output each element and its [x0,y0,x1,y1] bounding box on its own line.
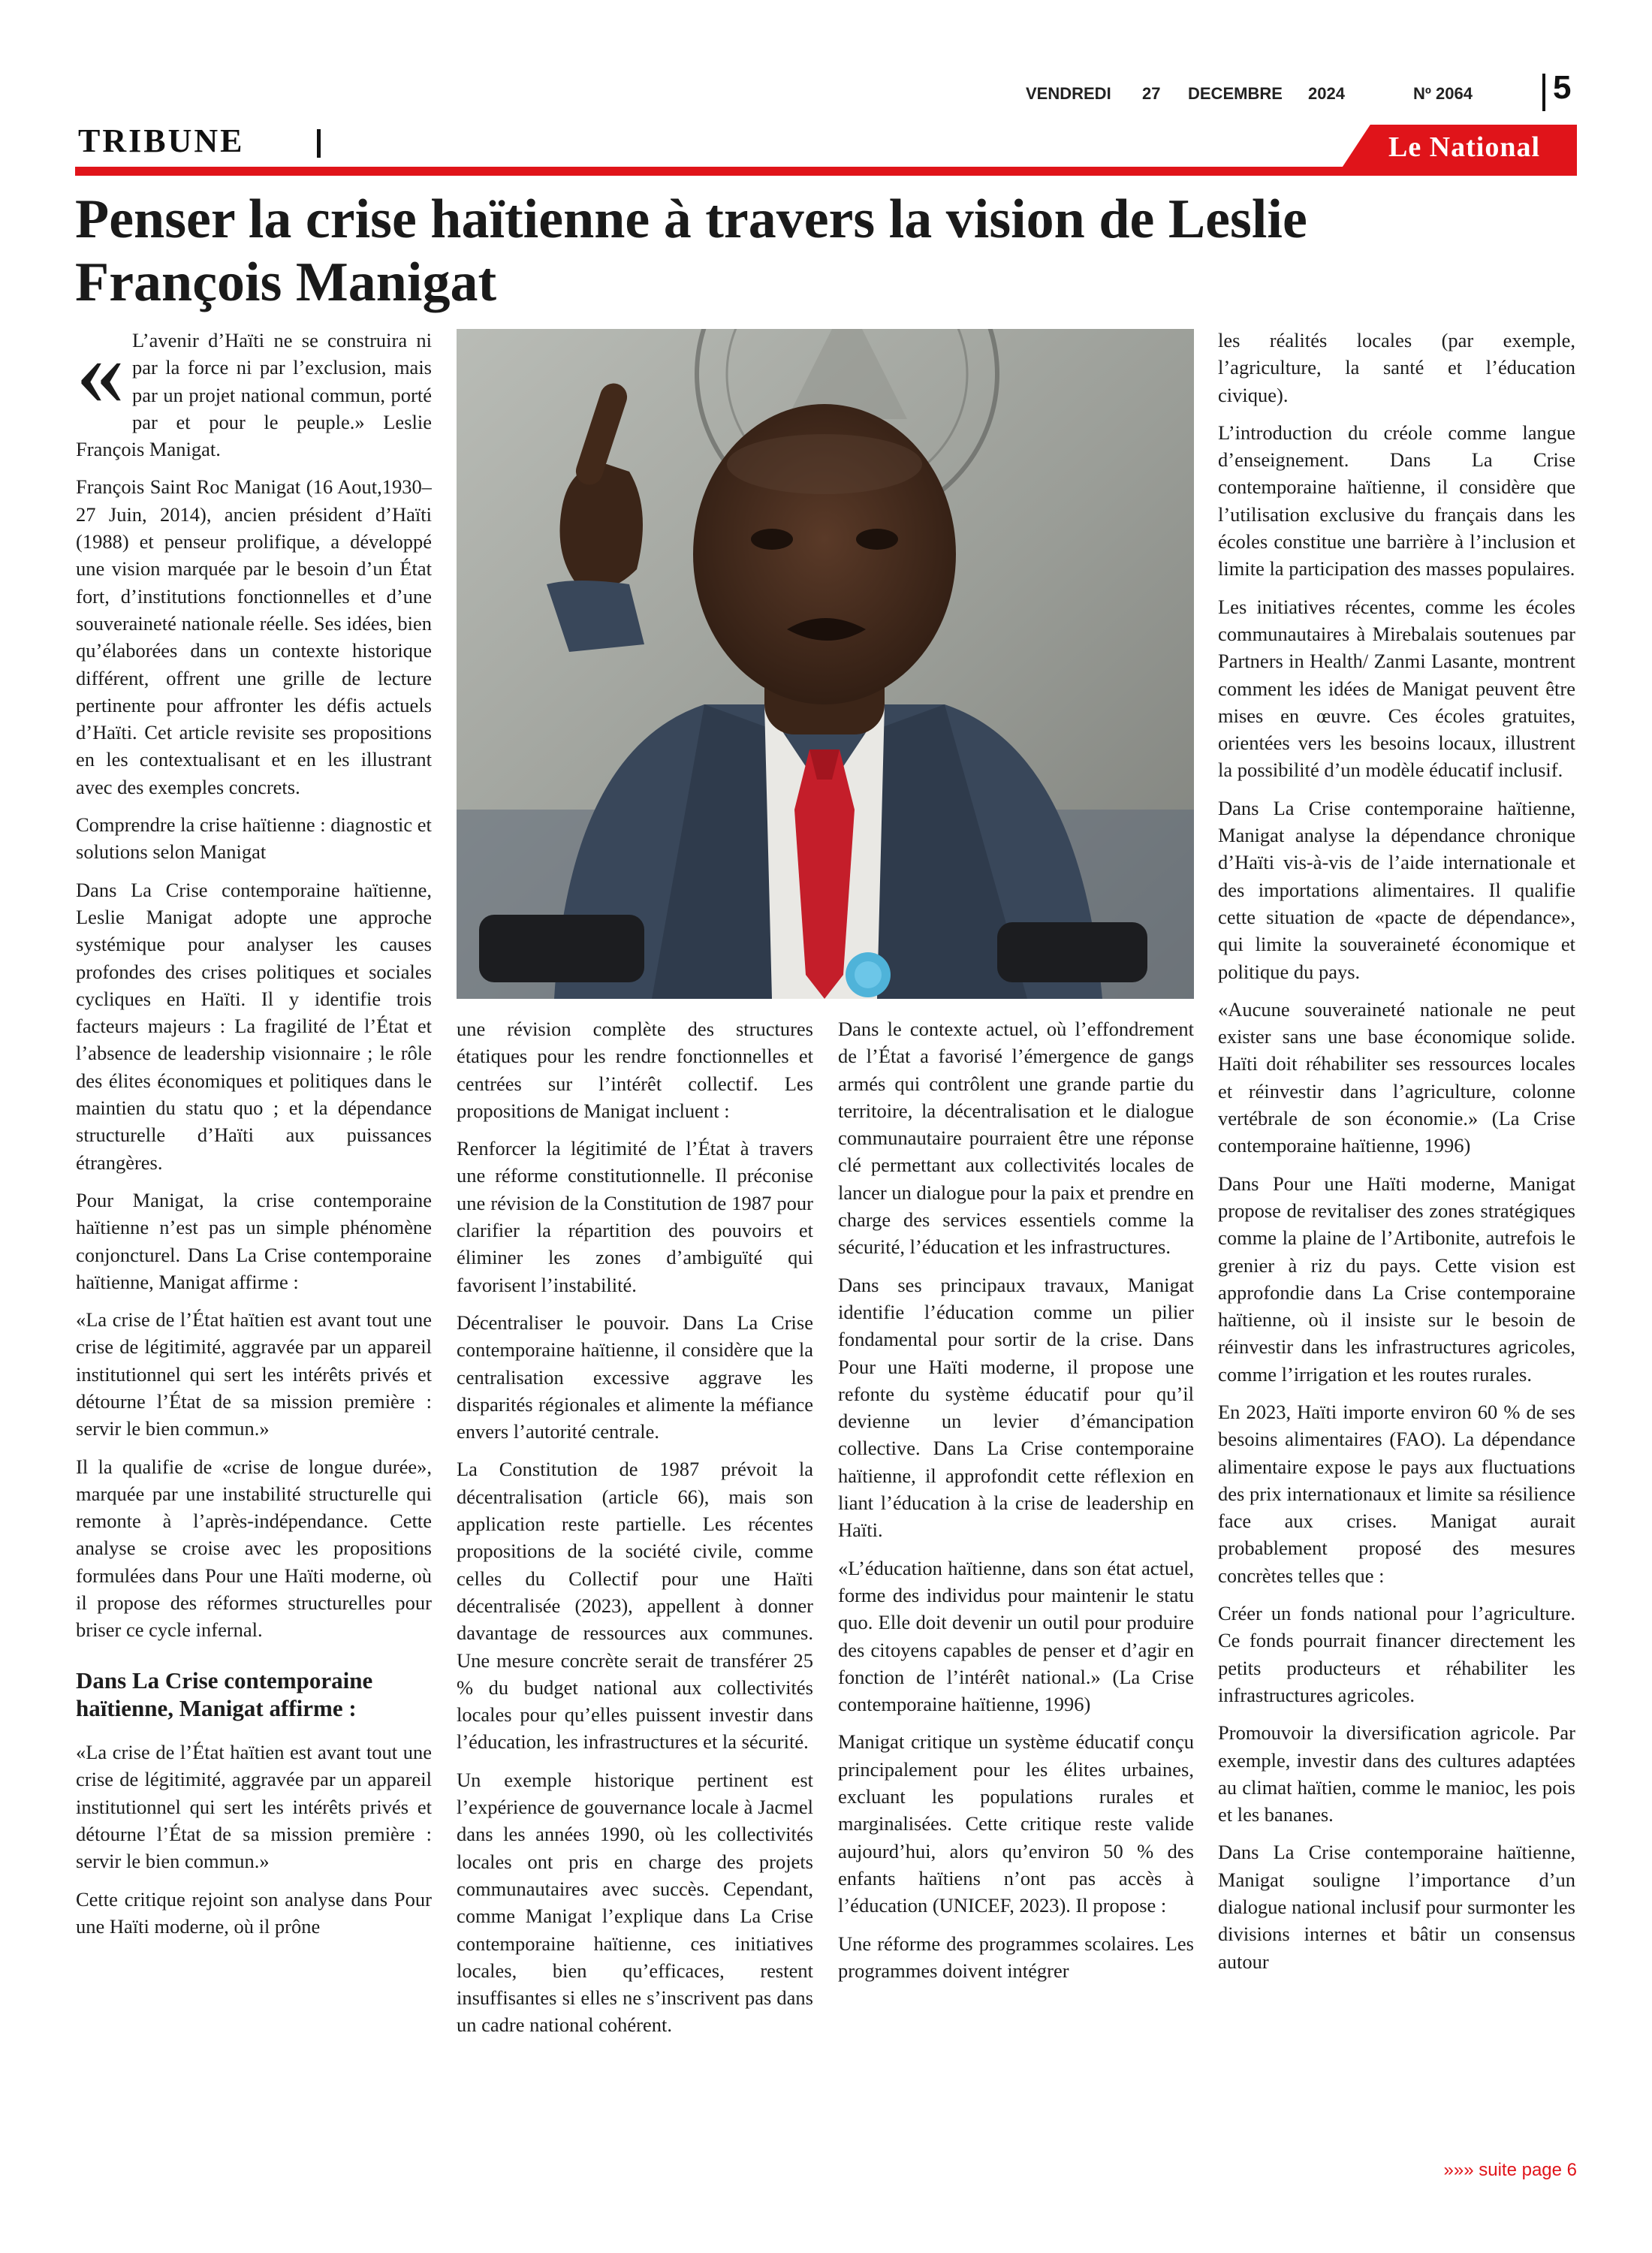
issue-year: 2024 [1308,84,1345,103]
publication-name: Le National [1388,131,1541,163]
paragraph: une révision complète des structures étatiques pour les rendre fonctionnelles et centrées sur l’intérêt collectif. Les propositions de Manigat incluent : [457,1018,813,1122]
paragraph: les réalités locales (par exemple, l’agriculture, la santé et l’éducation civique). [1218,329,1575,406]
quote-paragraph: «L’éducation haïtienne, dans son état actuel, forme des individus pour maintenir le statu quo. Elle doit devenir un outil pour produire des citoyens capables de penser et d’agir en fonction de l’intérêt national.» (La Crise contemporaine haïtienne, 1996) [838,1556,1194,1716]
paragraph: Dans La Crise contemporaine haïtienne, Manigat analyse la dépendance chronique d’Haïti vis-à-vis de l’aide internationale et des importations alimentaires. Il qualifie cette situation de «pacte de dépendance», qui limite la souveraineté économique et politique du pays. [1218,796,1575,983]
article-column-2 [457,1015,813,2127]
paragraph: Promouvoir la diversification agricole. Par exemple, investir dans des cultures adaptées au climat haïtien, comme le manioc, les pois et les bananes. [1218,1721,1575,1826]
quote-paragraph: «Aucune souveraineté nationale ne peut exister sans une base économique solide. Haïti doit réhabiliter ses ressources locales et réinvestir dans l’agriculture, colonne vertébrale de son économie.» (La Crise contemporaine haïtienne, 1996) [1218,997,1575,1157]
paragraph: Dans La Crise contemporaine haïtienne, Manigat souligne l’importance d’un dialogue national inclusif pour surmonter les divisions internes et bâtir un consensus autour [1218,1841,1575,1973]
paragraph: En 2023, Haïti importe environ 60 % de ses besoins alimentaires (FAO). La dépendance alimentaire expose le pays aux fluctuations des prix internationaux et limite sa résilience face aux crises. Manigat aurait probablement proposé des mesures concrètes telles que : [1218,1400,1575,1587]
article-column-4 [1218,327,1575,2144]
paragraph: L’introduction du créole comme langue d’enseignement. Dans La Crise contemporaine haïtienne, il considère que l’utilisation exclusive du français dans les écoles constitue une barrière à l’inclusion et limite la participation des masses populaires. [1218,421,1575,581]
drop-quote-mark: « [76,327,125,426]
page-number-divider [1542,74,1545,111]
article-column-3 [838,1015,1194,2157]
issue-month: DECEMBRE [1188,84,1283,103]
section-label: TRIBUNE [78,122,245,159]
epigraph-text: L’avenir d’Haïti ne se construira ni par la force ni par l’exclusion, mais par un projet national commun, porté par et pour le peuple.» Leslie François Manigat. [76,329,432,461]
paragraph: Dans La Crise contemporaine haïtienne, Leslie Manigat adopte une approche systémique pour analyser les causes profondes des crises politiques et sociales cycliques en Haïti. Il y identifie trois facteurs majeurs : La fragilité de l’État et l’absence de leadership visionnaire ; le rôle des élites économiques et politiques dans le maintien du statu quo ; et la dépendance structurelle d’Haïti aux puissances étrangères. [76,878,432,1174]
epigraph [76,327,432,463]
issue-number: Nº 2064 [1413,84,1473,103]
article-column-1 [76,327,432,2114]
paragraph: Pour Manigat, la crise contemporaine haïtienne n’est pas un simple phénomène conjoncturel. Dans La Crise contemporaine haïtienne, Manigat affirme : [76,1188,432,1293]
paragraph: Renforcer la légitimité de l’État à travers une réforme constitutionnelle. Il préconise une révision de la Constitution de 1987 pour clarifier la répartition des pouvoirs et éliminer les zones d’ambiguïté qui favorisent l’instabilité. [457,1137,813,1296]
paragraph: Cette critique rejoint son analyse dans Pour une Haïti moderne, où il prône [76,1887,432,1938]
paragraph: François Saint Roc Manigat (16 Aout,1930– 27 Juin, 2014), ancien président d’Haïti (1988) et penseur prolifique, a développé une vision marquée par le besoin d’un État fort, d’institutions fonctionnelles et d’une souveraineté nationale réelle. Ses idées, bien qu’élaborées dans un contexte historique différent, offrent une grille de lecture pertinente pour affronter les défis actuels d’Haïti. Cet article revisite ses propositions en les contextualisant et en les illustrant avec des exemples concrets. [76,475,432,798]
paragraph: Créer un fonds national pour l’agriculture. Ce fonds pourrait financer directement les petits producteurs et réhabiliter les infrastructures agricoles. [1218,1602,1575,1706]
issue-date-number: 27 [1142,84,1161,103]
paragraph: Comprendre la crise haïtienne : diagnostic et solutions selon Manigat [76,813,432,864]
paragraph: Dans ses principaux travaux, Manigat identifie l’éducation comme un pilier fondamental pour sortir de la crise. Dans Pour une Haïti moderne, il propose une refonte du système éducatif pour qu’il devienne un levier d’émancipation collective. Dans La Crise contemporaine haïtienne, il approfondit cette réflexion en liant l’éducation à la crise de leadership en Haïti. [838,1273,1194,1542]
continued-on-page-link[interactable]: »»» suite page 6 [1443,2160,1577,2180]
paragraph: Il la qualifie de «crise de longue durée», marquée par une instabilité structurelle qui remonte à l’après-indépendance. Cette analyse se croise avec les propositions formulées dans Pour une Haïti moderne, où il propose des réformes structurelles pour briser ce cycle infernal. [76,1455,432,1642]
quote-paragraph: «La crise de l’État haïtien est avant tout une crise de légitimité, aggravée par un appareil institutionnel qui sert les intérêts privés et détourne l’État de sa mission première : servir le bien commun.» [76,1741,432,1873]
paragraph: La Constitution de 1987 prévoit la décentralisation (article 66), mais son application reste partielle. Les récentes propositions de la société civile, comme celles du Collectif pour une Haïti décentralisée (2023), appellent à donner davantage de ressources aux communes. Une mesure concrète serait de transférer 25 % du budget national aux collectivités locales pour qu’elles puissent investir dans l’éducation, les infrastructures et la sécurité. [457,1458,813,1754]
headline-line-2: François Manigat [75,252,497,314]
article-photo [457,329,1194,999]
article-headline [75,188,1539,315]
headline-line-1: Penser la crise haïtienne à travers la vision de Leslie [75,189,1307,250]
quote-paragraph: «La crise de l’État haïtien est avant tout une crise de légitimité, aggravée par un appareil institutionnel qui sert les intérêts privés et détourne l’État de sa mission première : servir le bien commun.» [76,1308,432,1440]
issue-dateline [901,84,1502,114]
issue-day: VENDREDI [1026,84,1111,103]
paragraph: Dans Pour une Haïti moderne, Manigat propose de revitaliser des zones stratégiques comme la plaine de l’Artibonite, autrefois le grenier à riz du pays. Cette vision est approfondie dans La Crise contemporaine haïtienne, où il insiste sur le besoin de réinvestir dans les infrastructures agricoles, comme l’irrigation et les routes rurales. [1218,1172,1575,1386]
paragraph: Dans le contexte actuel, où l’effondrement de l’État a favorisé l’émergence de gangs armés qui contrôlent une grande partie du territoire, la décentralisation et le dialogue communautaire pourraient être une réponse clé permettant aux collectivités locales de lancer un dialogue pour la paix et prendre en charge des services essentiels comme la sécurité, l’éducation et les infrastructures. [838,1018,1194,1259]
section-divider [317,129,321,158]
paragraph: Une réforme des programmes scolaires. Les programmes doivent intégrer [838,1932,1194,1982]
paragraph: Décentraliser le pouvoir. Dans La Crise contemporaine haïtienne, il considère que la centralisation excessive aggrave les disparités régionales et alimente la méfiance envers l’autorité centrale. [457,1310,813,1443]
page-number: 5 [1553,69,1572,106]
paragraph: Manigat critique un système éducatif conçu principalement pour les élites urbaines, excluant les populations rurales et marginalisées. Cette critique reste valide aujourd’hui, alors qu’environ 50 % des enfants haïtiens n’ont pas accès à l’éducation (UNICEF, 2023). Il propose : [838,1730,1194,1917]
paragraph: Les initiatives récentes, comme les écoles communautaires à Mirebalais soutenues par Partners in Health/ Zanmi Lasante, montrent comment les idées de Manigat peuvent être mises en œuvre. Ces écoles gratuites, orientées vers les besoins locaux, illustrent la possibilité d’un modèle éducatif inclusif. [1218,595,1575,782]
article-subheading: Dans La Crise contemporaine haïtienne, Manigat affirme : [76,1666,373,1721]
portrait-illustration [457,329,1194,999]
paragraph: Un exemple historique pertinent est l’expérience de gouvernance locale à Jacmel dans les années 1990, où les collectivités locales ont pris en charge des projets communautaires avec succès. Cependant, comme Manigat l’explique dans La Crise contemporaine haïtienne, ces initiatives locales, bien qu’efficaces, restent insuffisantes si elles ne s’inscrivent pas dans un cadre national cohérent. [457,1768,813,2037]
